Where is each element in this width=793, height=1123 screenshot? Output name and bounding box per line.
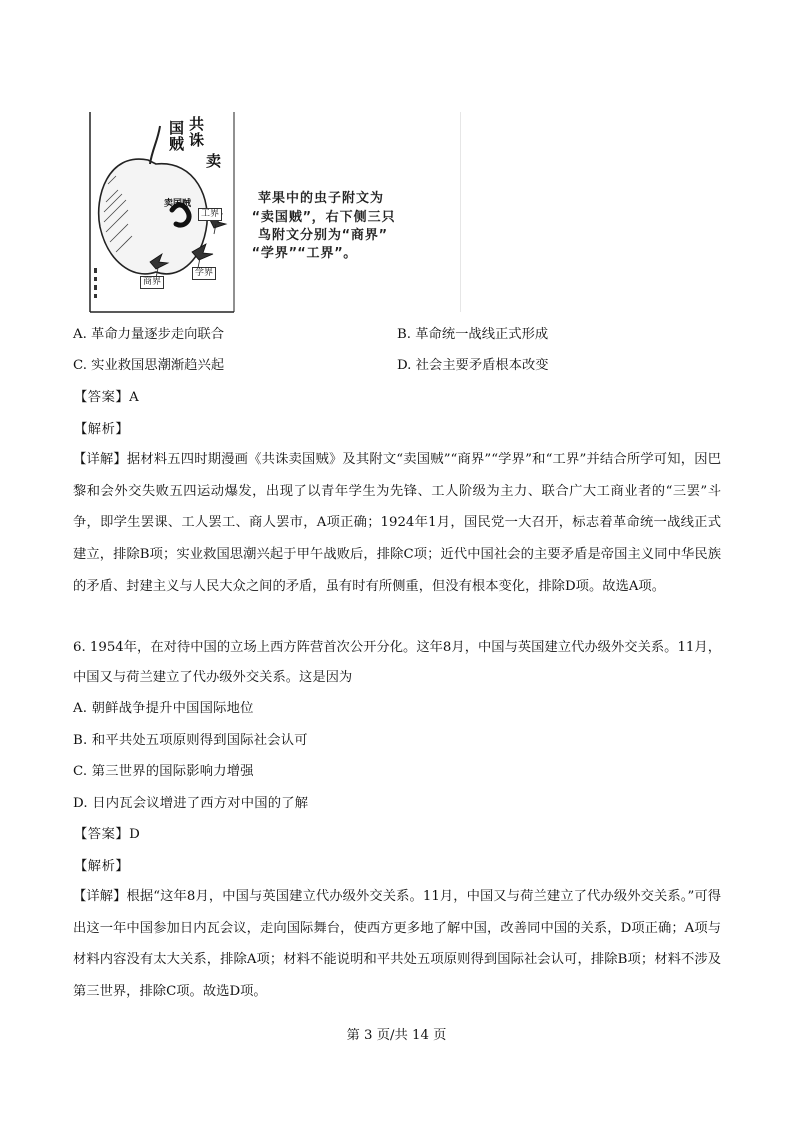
q5-detail: 【详解】据材料五四时期漫画《共诛卖国贼》及其附文“卖国贼”“商界”“学界”和“工界”并结合所学可知，因巴黎和会外交失败五四运动爆发，出现了以青年学生为先锋、工人阶级为主力、联合广大工商业者的“三罢”斗争，即学生罢课、工人罢工、商人罢市，A项正确；1924年1月，国民党一大召开，标志着革命统一战线正式建立，排除B项；实业救国思潮兴起于甲午战败后，排除C项；近代中国社会的主要矛盾是帝国主义同中华民族的矛盾、封建主义与人民大众之间的矛盾，虽有时有所侧重，但没有根本变化，排除D项。故选A项。 — [73, 452, 721, 594]
xue-label: 学界 — [192, 267, 216, 280]
q5-option-b: B. 革命统一战线正式形成 — [397, 327, 549, 342]
shang-label: 商界 — [140, 276, 164, 289]
caption-line-2: “卖国贼”，右下侧三只 — [252, 210, 396, 225]
cartoon-title-2: 国贼 — [167, 120, 185, 152]
gong-label: 工界 — [198, 208, 222, 221]
q6-detail: 【详解】根据“这年8月，中国与英国建立代办级外交关系。11月，中国又与荷兰建立了代办级外交关系。”可得出这一年中国参加日内瓦会议，走向国际舞台，使西方更多地了解中国，改善同中国的关系，D项正确；A项与材料内容没有太大关系，排除A项；材料不能说明和平共处五项原则得到国际社会认可，排除B项；材料不涉及第三世界，排除C项。故选D项。 — [73, 889, 721, 1000]
caption-line-1: 苹果中的虫子附文为 — [258, 191, 385, 206]
cartoon-figure — [88, 112, 236, 317]
page-footer: 第 3 页/共 14 页 — [346, 1028, 447, 1043]
q6-option-b: B. 和平共处五项原则得到国际社会认可 — [73, 733, 308, 748]
q5-option-c: C. 实业救国思潮渐趋兴起 — [73, 358, 225, 373]
q5-answer: 【答案】A — [74, 390, 140, 405]
worm-label: 卖国贼 — [164, 199, 192, 209]
cartoon-title-3: 卖 — [206, 152, 222, 170]
caption-line-4: “学界”“工界”。 — [252, 246, 358, 261]
q6-option-a: A. 朝鲜战争提升中国国际地位 — [73, 701, 254, 716]
figure-edge — [460, 112, 461, 312]
q6-stem: 6. 1954年，在对待中国的立场上西方阵营首次公开分化。这年8月，中国与英国建立代办级外交关系。11月，中国又与荷兰建立了代办级外交关系。这是因为 — [73, 640, 721, 685]
q5-option-d: D. 社会主要矛盾根本改变 — [397, 358, 549, 373]
q5-analysis-label: 【解析】 — [74, 422, 130, 437]
q6-analysis-label: 【解析】 — [74, 859, 130, 874]
caption-line-3: 鸟附文分别为“商界” — [258, 228, 388, 243]
cartoon-title-1: 共诛 — [187, 116, 205, 148]
q6-option-c: C. 第三世界的国际影响力增强 — [73, 764, 254, 779]
q6-answer: 【答案】D — [74, 827, 141, 842]
q5-option-a: A. 革命力量逐步走向联合 — [73, 327, 225, 342]
q6-option-d: D. 日内瓦会议增进了西方对中国的了解 — [73, 796, 309, 811]
